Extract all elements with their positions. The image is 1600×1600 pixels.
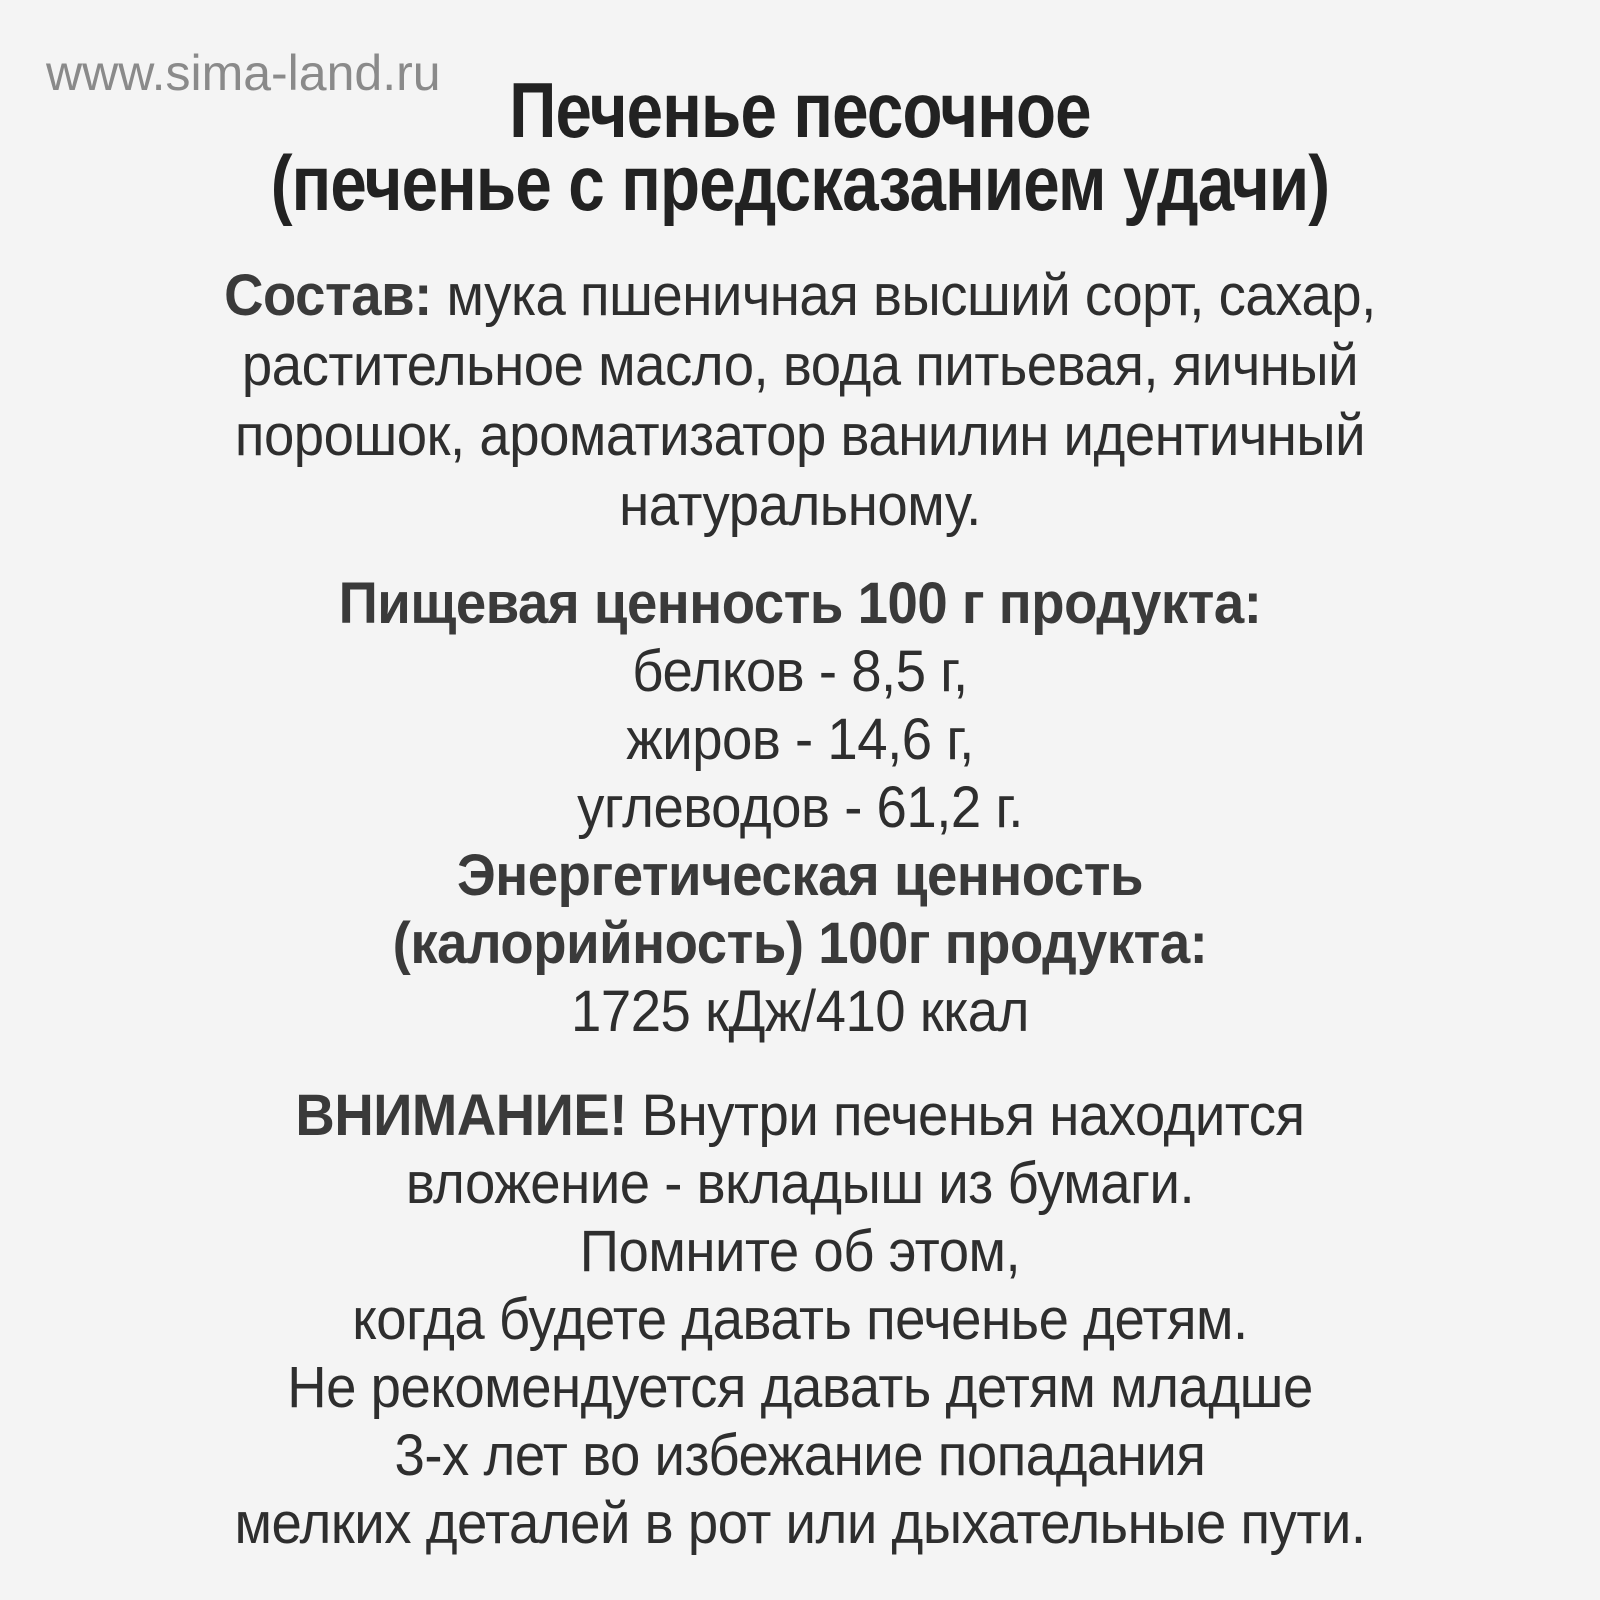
composition-line-3: порошок, ароматизатор ванилин идентичный	[234, 403, 1366, 468]
product-subtitle: (печенье с предсказанием удачи)	[270, 139, 1330, 227]
product-title: Печенье песочное	[509, 66, 1091, 154]
energy-heading-1: Энергетическая ценность	[456, 843, 1144, 908]
composition-line-4: натуральному.	[619, 473, 981, 538]
warning-line-2: вложение - вкладыш из бумаги.	[405, 1151, 1195, 1216]
warning-line-5: Не рекомендуется давать детям младше	[287, 1355, 1313, 1420]
watermark: www.sima-land.ru	[46, 45, 441, 101]
energy-heading-2: (калорийность) 100г продукта:	[392, 911, 1208, 976]
composition-line-2: растительное масло, вода питьевая, яичный	[241, 333, 1359, 398]
composition-label: Состав:	[224, 263, 432, 328]
nutrition-protein: белков - 8,5 г,	[632, 639, 968, 704]
warning-text-1: Внутри печенья находится	[641, 1083, 1305, 1148]
warning-line-7: мелких деталей в рот или дыхательные пути.	[234, 1491, 1366, 1556]
warning-line-4: когда будете давать печенье детям.	[352, 1287, 1248, 1352]
composition-text-1: мука пшеничная высший сорт, сахар,	[446, 263, 1376, 328]
warning-line-3: Помните об этом,	[579, 1219, 1021, 1284]
composition-line-1	[48, 262, 1552, 329]
nutrition-heading: Пищевая ценность 100 г продукта:	[338, 571, 1262, 636]
warning-line-6: 3-х лет во избежание попадания	[394, 1423, 1206, 1488]
nutrition-fat: жиров - 14,6 г,	[626, 707, 974, 772]
warning-line-1	[48, 1082, 1552, 1149]
nutrition-carbs: углеводов - 61,2 г.	[577, 775, 1023, 840]
energy-value: 1725 кДж/410 ккал	[571, 979, 1029, 1044]
warning-label: ВНИМАНИЕ!	[295, 1083, 627, 1148]
